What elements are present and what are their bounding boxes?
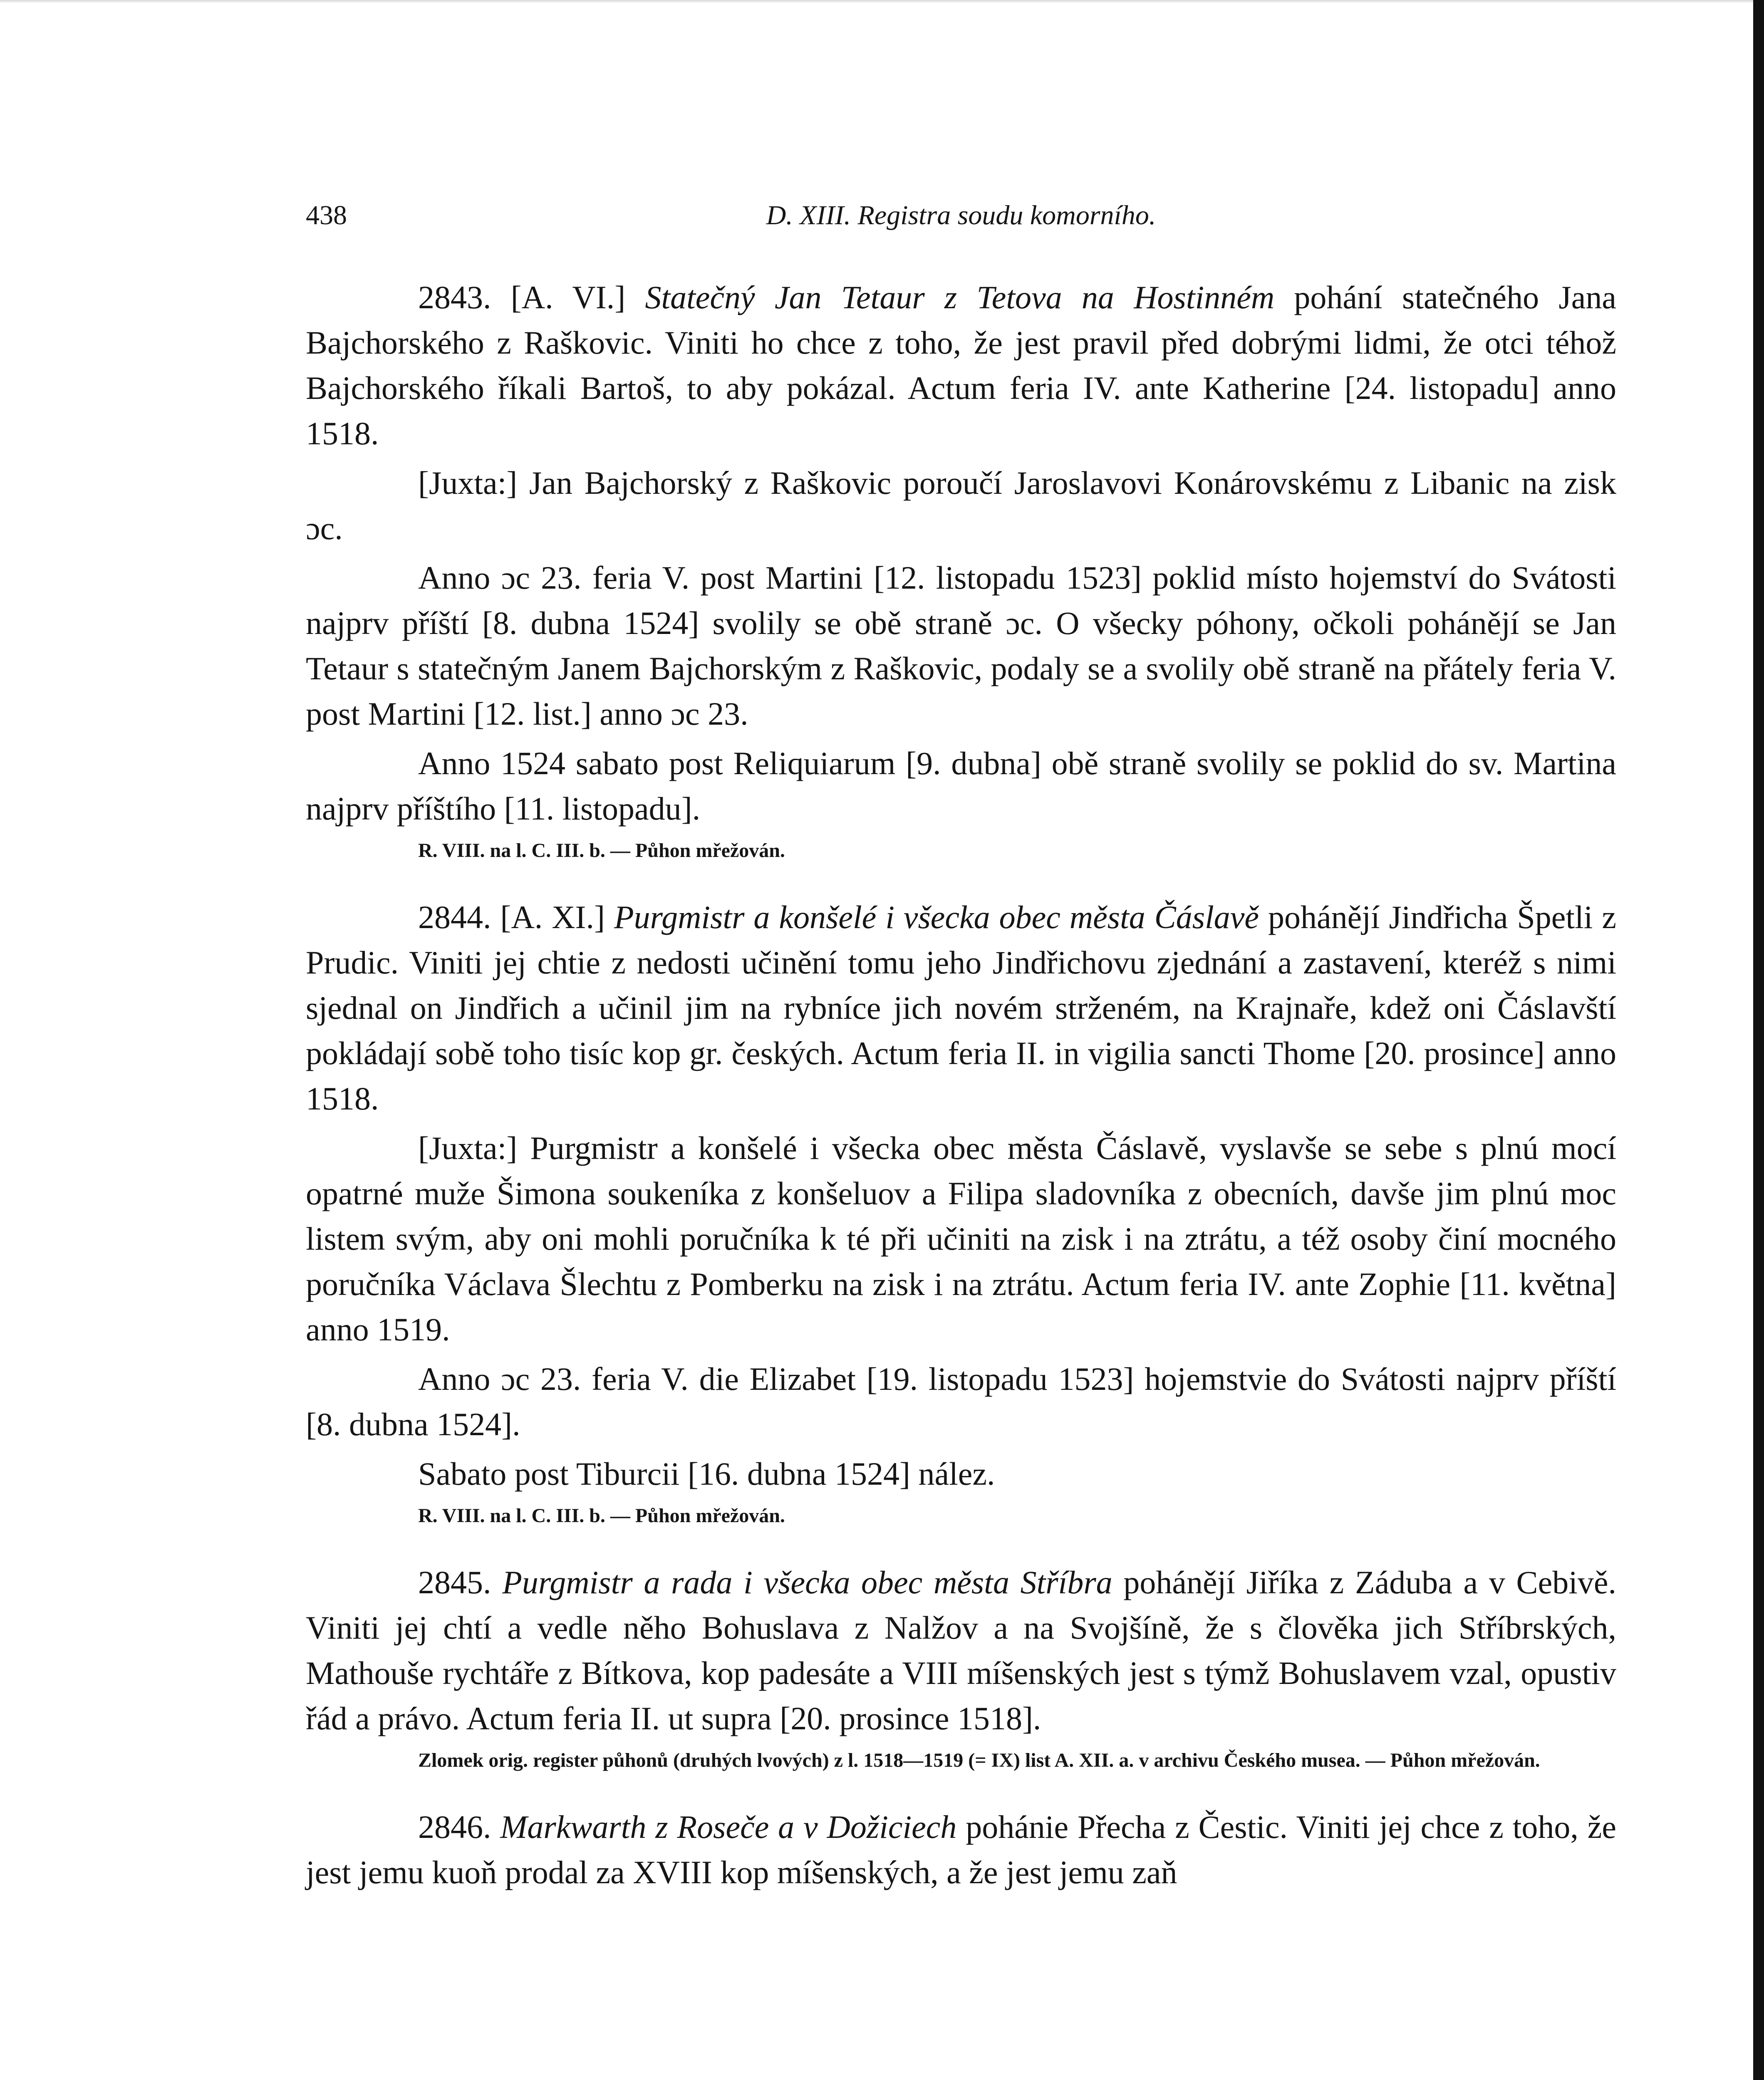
source-note: R. VIII. na l. C. III. b. — Půhon mřežován.: [418, 839, 785, 862]
entry-text: pohánějí Jindřicha Špetli z Prudic. Viniti jej chtie z nedosti učinění tomu jeho Jindřichovu zjednání a zastavení, kteréž s nimi sjednal on Jindřich a učinil jim na rybníce jich novém strženém, na Krajnaře, kdež oni Čáslavští pokládají sobě toho tisíc kop gr. českých. Actum feria II. in vigilia sancti Thome [20. prosince] anno 1518.: [306, 899, 1616, 1117]
running-head: [306, 200, 1616, 250]
running-title: D. XIII. Registra soudu komorního.: [766, 200, 1156, 230]
entry-2846: [306, 1804, 1616, 1895]
entry-parties: Statečný Jan Tetaur z Tetova na Hostinném: [645, 279, 1275, 315]
paragraph: [Juxta:] Purgmistr a konšelé i všecka obec města Čáslavě, vyslavše se sebe s plnú mocí opatrné muže Šimona soukeníka z konšeluov a Filipa sladovníka z obecních, davše jim plnú moc listem svým, aby oni mohli poručníka k té při učiniti na zisk i na ztrátu, a též osoby činí mocného poručníka Václava Šlechtu z Pomberku na zisk i na ztrátu. Actum feria IV. ante Zophie [11. května] anno 1519.: [306, 1130, 1616, 1347]
entry-text: pohánie Přecha z Čestic. Viniti jej chce z toho, že jest jemu kuoň prodal za XVIII kop míšenských, a že jest jemu zaň: [306, 1809, 1616, 1890]
paragraph: Anno ɔc 23. feria V. die Elizabet [19. listopadu 1523] hojemstvie do Svátosti najprv příští [8. dubna 1524].: [306, 1361, 1616, 1442]
entry-text: pohánějí Jiříka z Záduba a v Cebivě. Viniti jej chtí a vedle něho Bohuslava z Nalžov a na Svojšíně, že s člověka jich Stříbrských, Mathouše rychtáře z Bítkova, kop padesáte a VIII míšenských jest s týmž Bohuslavem vzal, opustiv řád a právo. Actum feria II. ut supra [20. prosince 1518].: [306, 1564, 1616, 1736]
scan-top-edge: [0, 0, 1764, 3]
entry-2844: [306, 894, 1616, 1530]
paragraph: Anno 1524 sabato post Reliquiarum [9. dubna] obě straně svolily se poklid do sv. Martina najprv příštího [11. listopadu].: [306, 745, 1616, 827]
entry-parties: Purgmistr a rada i všecka obec města Stříbra: [502, 1564, 1112, 1600]
paragraph: Sabato post Tiburcii [16. dubna 1524] nález.: [418, 1456, 995, 1492]
entry-number: 2845.: [418, 1564, 491, 1600]
paragraph: [306, 275, 1616, 456]
page-number: 438: [306, 200, 347, 230]
entry-text: pohání statečného Jana Bajchorského z Raškovic. Viniti ho chce z toho, že jest pravil před dobrými lidmi, že otci téhož Bajchorského říkali Bartoš, to aby pokázal. Actum feria IV. ante Katherine [24. listopadu] anno 1518.: [306, 279, 1617, 451]
entry-2845: [306, 1560, 1616, 1775]
entry-number: 2843.: [418, 279, 491, 315]
paragraph: [Juxta:] Jan Bajchorský z Raškovic poroučí Jaroslavovi Konárovskému z Libanic na zisk ɔc.: [306, 465, 1616, 546]
paragraph: [306, 894, 1616, 1121]
paragraph: [306, 1804, 1616, 1895]
source-note: Zlomek orig. register půhonů (druhých lvových) z l. 1518—1519 (= IX) list A. XII. a. v archivu Českého musea. — Půhon mřežován.: [418, 1749, 1540, 1771]
page: [306, 200, 1616, 1895]
scan-right-edge: [1753, 0, 1764, 2080]
entry-prefix: [A. XI.]: [500, 899, 614, 935]
entry-number: 2846.: [418, 1809, 491, 1845]
entry-parties: Markwarth z Roseče a v Dožiciech: [500, 1809, 957, 1845]
source-note: R. VIII. na l. C. III. b. — Půhon mřežován.: [418, 1505, 785, 1527]
entry-parties: Purgmistr a konšelé i všecka obec města Čáslavě: [614, 899, 1259, 935]
paragraph: Anno ɔc 23. feria V. post Martini [12. listopadu 1523] poklid místo hojemství do Svátosti najprv příští [8. dubna 1524] svolily se obě straně ɔc. O všecky póhony, očkoli pohánějí se Jan Tetaur s statečným Janem Bajchorským z Raškovic, podaly se a svolily obě straně na přátely feria V. post Martini [12. list.] anno ɔc 23.: [306, 560, 1616, 732]
paragraph: [306, 1560, 1616, 1741]
entry-prefix: [A. VI.]: [510, 279, 645, 315]
entry-number: 2844.: [418, 899, 491, 935]
entry-2843: [306, 275, 1616, 865]
